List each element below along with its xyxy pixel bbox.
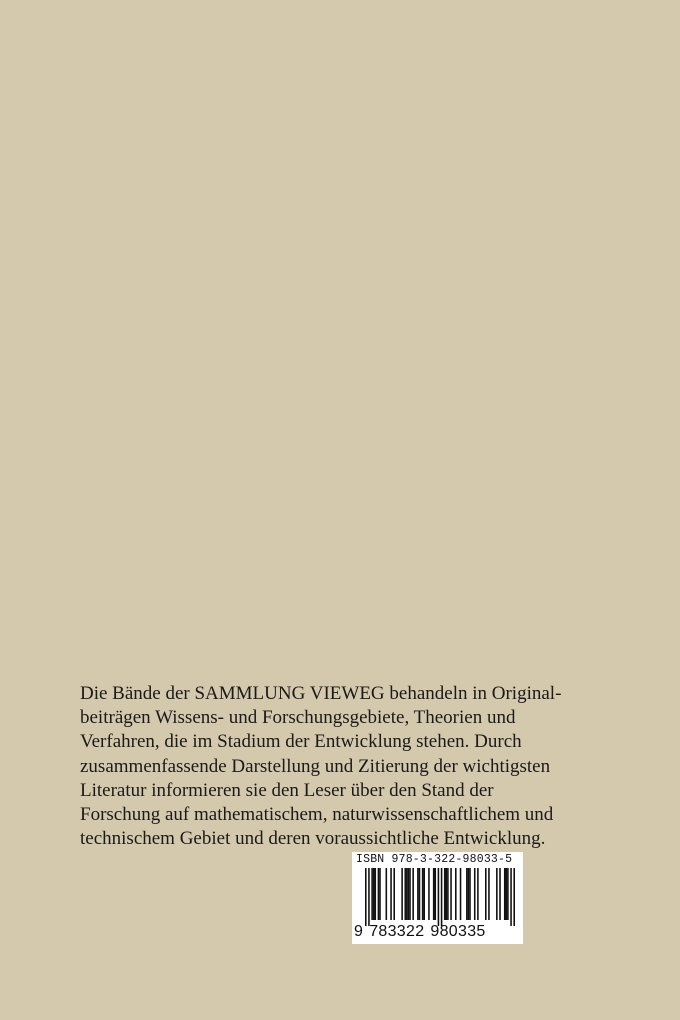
barcode-bar	[422, 868, 424, 920]
barcode-bar	[438, 868, 440, 926]
barcode-bar	[441, 868, 443, 926]
barcode-bar	[404, 868, 406, 920]
description-line: Forschung auf mathematischem, naturwissenschaftlichem und	[80, 804, 554, 826]
barcode-bar	[507, 868, 509, 920]
barcode-bar	[401, 868, 403, 920]
barcode-bar	[469, 868, 471, 920]
barcode-bars	[365, 868, 515, 926]
description-line: Literatur informieren sie den Leser über den Stand der	[80, 779, 494, 801]
barcode-digit-first: 9	[354, 923, 364, 940]
description-line: beiträgen Wissens- und Forschungsgebiete, Theorien und	[80, 707, 516, 729]
barcode-bar	[504, 868, 506, 920]
barcode-bar	[468, 868, 470, 920]
barcode-bar	[371, 868, 373, 920]
barcode-bar	[474, 868, 476, 920]
barcode-bar	[485, 868, 487, 920]
barcode-bar	[368, 868, 370, 926]
barcode-bar	[433, 868, 435, 920]
barcode-bar	[390, 868, 392, 920]
barcode-bar	[379, 868, 381, 920]
isbn-label: ISBN 978-3-322-98033-5	[356, 853, 513, 866]
description-line: technischem Gebiet und deren voraussichtliche Entwicklung.	[80, 828, 546, 850]
barcode-bar	[460, 868, 462, 920]
barcode-bar	[447, 868, 449, 920]
barcode-bar	[510, 868, 512, 926]
barcode-bar	[408, 868, 410, 920]
barcode-bar	[499, 868, 501, 920]
description-line: zusammenfassende Darstellung und Zitierung der wichtigsten	[80, 755, 551, 777]
barcode-bar	[406, 868, 408, 920]
barcode-bar	[450, 868, 452, 920]
barcode-digits	[354, 923, 486, 941]
barcode-bar	[373, 868, 375, 920]
barcode-bar	[488, 868, 490, 920]
barcode-digits-left: 783322	[369, 923, 425, 940]
description-line: Die Bände der SAMMLUNG VIEWEG behandeln in Original-	[80, 683, 562, 704]
barcode-bar	[374, 868, 376, 920]
barcode-bar	[378, 868, 380, 920]
barcode-bar	[365, 868, 367, 926]
barcode-bar	[477, 868, 479, 920]
barcode-bar	[423, 868, 425, 920]
barcode-digits-right: 980335	[430, 923, 486, 940]
barcode-bar	[455, 868, 457, 920]
barcode-bar	[386, 868, 388, 920]
barcode-bar	[496, 868, 498, 920]
barcode-bar	[444, 868, 446, 920]
barcode-bar	[446, 868, 448, 920]
back-cover-description	[80, 682, 570, 851]
barcode-bar	[428, 868, 430, 920]
barcode-bar	[409, 868, 411, 920]
barcode-bar	[466, 868, 468, 920]
isbn-barcode	[352, 852, 523, 944]
barcode-bar	[417, 868, 419, 920]
barcode-bar	[412, 868, 414, 920]
barcode-bar	[506, 868, 508, 920]
barcode-bar	[419, 868, 421, 920]
barcode-bar	[513, 868, 515, 926]
description-line: Verfahren, die im Stadium der Entwicklung stehen. Durch	[80, 731, 522, 753]
barcode-bar	[434, 868, 436, 920]
barcode-bar	[393, 868, 395, 920]
